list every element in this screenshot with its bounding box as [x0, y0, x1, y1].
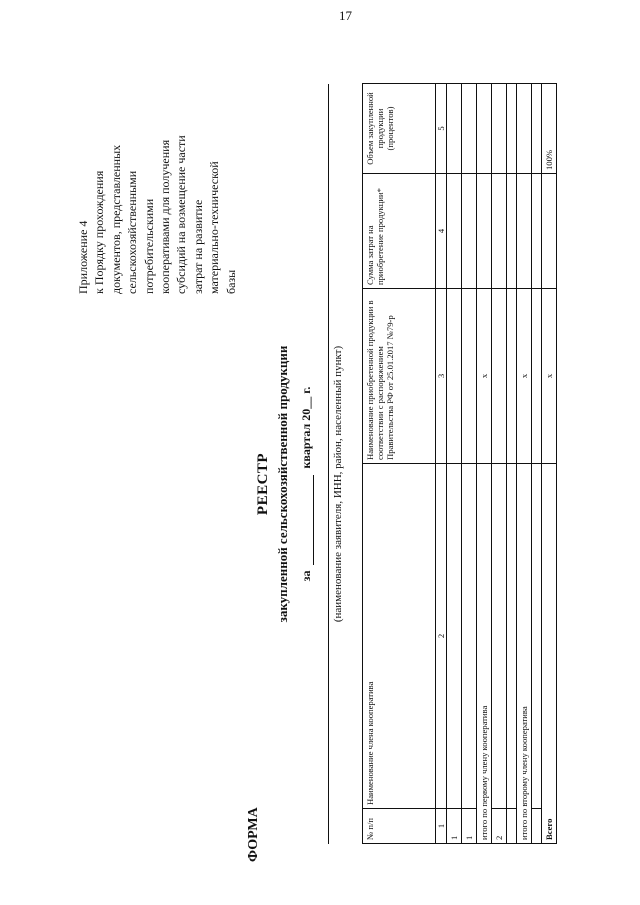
page-number: 17: [339, 8, 352, 23]
table-cell: [462, 84, 477, 174]
applicant-underline: [328, 84, 329, 844]
subtotal-label: итого по второму члену кооператива: [517, 464, 532, 844]
header-cell: Наименование члена кооператива: [363, 464, 436, 809]
total-x: х: [542, 289, 557, 464]
header-cell: Наименование приобретенной продукции в соответствии с распоряжением Правительства РФ от 25.01.2017 №79-р: [363, 289, 436, 464]
table-cell: [447, 174, 462, 289]
table-cell: [447, 84, 462, 174]
appendix-line: базы: [223, 269, 238, 294]
table-cell: [462, 289, 477, 464]
appendix-line: к Порядку прохождения: [92, 170, 107, 294]
applicant-caption: (наименование заявителя, ИНН, район, населенный пункт): [332, 345, 344, 623]
header-cell: Объем закупленной продукции (процентов): [363, 84, 436, 174]
column-number: 4: [436, 174, 447, 289]
column-number: 3: [436, 289, 447, 464]
appendix-line: затрат на развитие: [190, 199, 205, 294]
table-row: [532, 84, 542, 844]
table-cell: [462, 464, 477, 809]
total-percent: 100%: [542, 84, 557, 174]
total-label: Всего: [542, 464, 557, 844]
appendix-line: кооперативами для получения: [158, 139, 173, 294]
table-cell: [532, 809, 542, 844]
table-row: [447, 84, 462, 844]
document-title: [255, 319, 314, 649]
table-cell: [492, 464, 507, 809]
table-cell: [447, 289, 462, 464]
total-row: [542, 84, 557, 844]
table-cell: [507, 464, 517, 809]
row-number: 1: [447, 809, 462, 844]
appendix-line: материально-технической: [207, 161, 222, 294]
table-row: [462, 84, 477, 844]
title-subject: закупленной сельскохозяйственной продукции: [275, 345, 290, 623]
table-cell: [532, 464, 542, 809]
subtotal-row: [477, 84, 492, 844]
registry-table: [362, 83, 557, 844]
table-cell: [532, 84, 542, 174]
table-cell: [532, 174, 542, 289]
table-cell: [517, 84, 532, 174]
table-cell: [492, 174, 507, 289]
table-cell: [462, 174, 477, 289]
period-quarter: квартал 20__ г.: [299, 386, 313, 469]
form-label: ФОРМА: [246, 807, 261, 862]
header-cell: № п/п: [363, 809, 436, 844]
column-number-row: [436, 84, 447, 844]
subtotal-x: х: [517, 289, 532, 464]
subtotal-row: [517, 84, 532, 844]
table-cell: [477, 84, 492, 174]
column-number: 1: [436, 809, 447, 844]
row-number: 2: [492, 809, 507, 844]
row-number: 1: [462, 809, 477, 844]
rotated-document: [60, 44, 580, 864]
appendix-line: сельскохозяйственными: [125, 170, 140, 294]
title-period: [299, 319, 314, 649]
appendix-line: документов, представленных: [108, 144, 123, 294]
table-cell: [447, 464, 462, 809]
table-cell: [532, 289, 542, 464]
appendix-line: потребительскими: [141, 198, 156, 294]
header-cell: Сумма затрат на приобретение продукции*: [363, 174, 436, 289]
table-cell: [507, 174, 517, 289]
table-cell: [477, 174, 492, 289]
appendix-line: субсидий на возмещение части: [174, 135, 189, 294]
subtotal-x: х: [477, 289, 492, 464]
column-number: 5: [436, 84, 447, 174]
period-za: за: [299, 570, 313, 582]
column-number: 2: [436, 464, 447, 809]
title-registry: РЕЕСТР: [255, 452, 271, 516]
table-row: [507, 84, 517, 844]
table-cell: [492, 289, 507, 464]
subtotal-label: итого по первому члену кооператива: [477, 464, 492, 844]
table-cell: [517, 174, 532, 289]
table-cell: [507, 84, 517, 174]
table-cell: [542, 174, 557, 289]
table-cell: [507, 809, 517, 844]
period-blank: [313, 475, 314, 565]
table-cell: [507, 289, 517, 464]
header-row: [363, 84, 436, 844]
appendix-line: Приложение 4: [76, 220, 90, 294]
table-cell: [492, 84, 507, 174]
appendix-note: [75, 64, 239, 294]
table-row: [492, 84, 507, 844]
